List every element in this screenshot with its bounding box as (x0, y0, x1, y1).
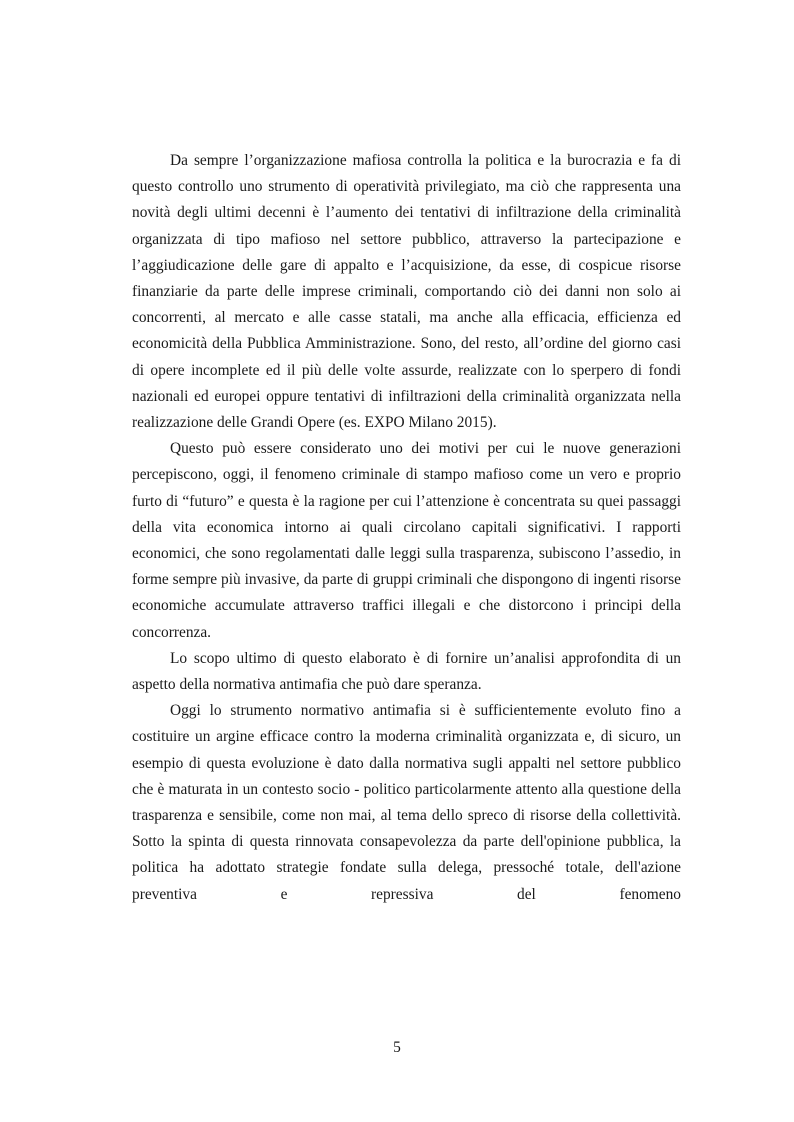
paragraph-2: Questo può essere considerato uno dei motivi per cui le nuove generazioni percepiscono, oggi, il fenomeno criminale di stampo mafioso come un vero e proprio furto di “futuro” e questa è la ragione per cui l’attenzione è concentrata su quei passaggi della vita economica intorno ai quali circolano capitali significativi. I rapporti economici, che sono regolamentati dalle leggi sulla trasparenza, subiscono l’assedio, in forme sempre più invasive, da parte di gruppi criminali che dispongono di ingenti risorse economiche accumulate attraverso traffici illegali e che distorcono i principi della concorrenza. (132, 440, 681, 641)
page-number: 5 (393, 1039, 401, 1056)
paragraph-4: Oggi lo strumento normativo antimafia si è sufficientemente evoluto fino a costituire un argine efficace contro la moderna criminalità organizzata e, di sicuro, un esempio di questa evoluzione è dato dalla normativa sugli appalti nel settore pubblico che è maturata in un contesto socio - politico particolarmente attento alla questione della trasparenza e sensibile, come non mai, al tema dello spreco di risorse della collettività. Sotto la spinta di questa rinnovata consapevolezza da parte dell'opinione pubblica, la politica ha adottato strategie fondate sulla delega, pressoché totale, dell'azione preventiva e repressiva del fenomeno (132, 702, 681, 903)
page-body (132, 148, 681, 908)
paragraph-3: Lo scopo ultimo di questo elaborato è di fornire un’analisi approfondita di un aspetto della normativa antimafia che può dare speranza. (132, 649, 681, 694)
paragraph-1: Da sempre l’organizzazione mafiosa controlla la politica e la burocrazia e fa di questo controllo uno strumento di operatività privilegiato, ma ciò che rappresenta una novità degli ultimi decenni è l’aumento dei tentativi di infiltrazione della criminalità organizzata di tipo mafioso nel settore pubblico, attraverso la partecipazione e l’aggiudicazione delle gare di appalto e l’acquisizione, da esse, di cospicue risorse finanziarie da parte delle imprese criminali, comportando ciò dei danni non solo ai concorrenti, al mercato e alle casse statali, ma anche alla efficacia, efficienza ed economicità della Pubblica Amministrazione. Sono, del resto, all’ordine del giorno casi di opere incomplete ed il più delle volte assurde, realizzate con lo sperpero di fondi nazionali ed europei oppure tentativi di infiltrazioni della criminalità organizzata nella realizzazione delle Grandi Opere (es. EXPO Milano 2015). (132, 152, 681, 432)
